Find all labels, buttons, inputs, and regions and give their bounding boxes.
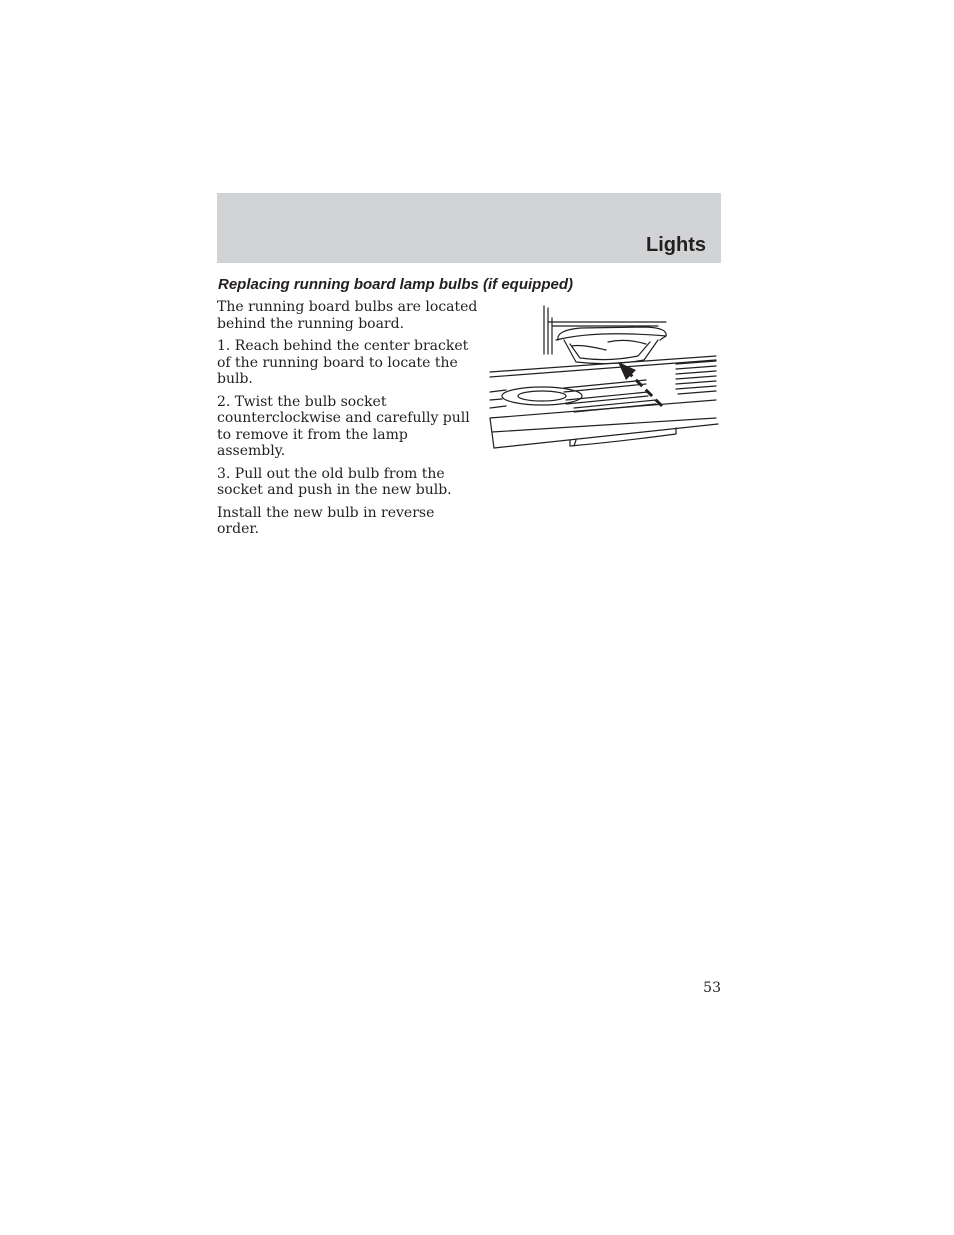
section-title: Lights <box>646 234 706 256</box>
closing-instruction: Install the new bulb in reverse order. <box>217 504 435 537</box>
section-header-band <box>217 193 721 263</box>
step-1: 1. Reach behind the center bracket of the running board to locate the bulb. <box>217 338 469 387</box>
step-2: 2. Twist the bulb socket counterclockwise and carefully pull to remove it from the lamp assembly. <box>217 393 470 459</box>
step-3: 3. Pull out the old bulb from the socket and push in the new bulb. <box>217 465 452 498</box>
procedure-text <box>217 299 479 544</box>
removal-direction-arrow-icon <box>618 362 662 406</box>
page-number: 53 <box>703 980 721 996</box>
procedure-heading: Replacing running board lamp bulbs (if equipped) <box>218 276 573 293</box>
running-board-lamp-illustration <box>486 300 722 452</box>
intro-paragraph: The running board bulbs are located behind the running board. <box>217 299 478 332</box>
